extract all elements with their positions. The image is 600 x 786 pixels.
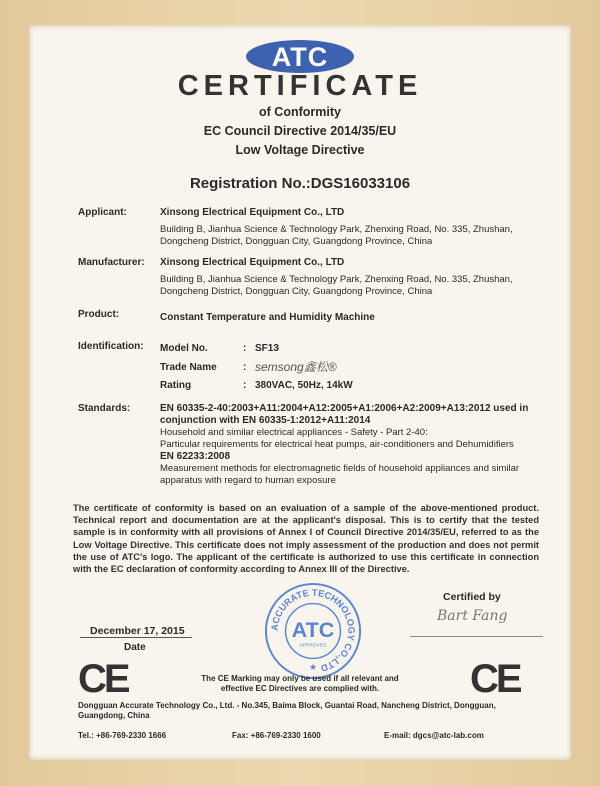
- standard-line: conjunction with EN 60335-1:2012+A11:2014: [160, 415, 371, 426]
- atc-approved-stamp: [264, 582, 362, 680]
- standards-label: Standards:: [78, 403, 131, 414]
- applicant-address-2: Dongcheng District, Dongguan City, Guangdong Province, China: [160, 236, 433, 247]
- standard-line: EN 60335-2-40:2003+A11:2004+A12:2005+A1:2006+A2:2009+A13:2012 used in: [160, 403, 529, 414]
- ce-mark-right: CE: [470, 657, 520, 701]
- applicant-address-1: Building B, Jianhua Science & Technology Park, Zhenxing Road, No. 335, Zhushan,: [160, 224, 513, 235]
- model-label: Model No.: [160, 343, 208, 354]
- ce-note-2: effective EC Directives are complied with.: [220, 684, 380, 693]
- ce-note-1: The CE Marking may only be used if all relevant and: [201, 674, 399, 683]
- trade-name-label: Trade Name: [160, 362, 217, 373]
- svg-text:ATC: ATC: [291, 616, 335, 642]
- applicant-name: Xinsong Electrical Equipment Co., LTD: [160, 207, 345, 218]
- signature: Bart Fang: [437, 608, 508, 624]
- lab-fax: Fax: +86-769-2330 1600: [232, 731, 321, 740]
- certificate-title: CERTIFICATE: [177, 70, 423, 102]
- manufacturer-label: Manufacturer:: [78, 257, 145, 268]
- lab-telephone: Tel.: +86-769-2330 1666: [78, 731, 167, 740]
- colon: :: [243, 362, 247, 373]
- standard-line: Particular requirements for electrical heat pumps, air-conditioners and Dehumidifiers: [160, 439, 514, 450]
- subtitle-lvd: Low Voltage Directive: [235, 143, 365, 157]
- registration-number: Registration No.:DGS16033106: [189, 175, 411, 192]
- svg-text:ACCURATE TECHNOLOGY CO.,LTD: ACCURATE TECHNOLOGY CO.,LTD: [269, 587, 357, 674]
- issue-date: December 17, 2015: [90, 625, 185, 637]
- atc-logo: ATC: [246, 40, 354, 73]
- colon: :: [243, 343, 247, 354]
- identification-label: Identification:: [78, 341, 144, 352]
- lab-address-2: Guangdong, China: [78, 711, 150, 720]
- rating-label: Rating: [160, 380, 192, 391]
- standard-line: Measurement methods for electromagnetic fields of household appliances and similar: [160, 463, 520, 474]
- rating-value: 380VAC, 50Hz, 14kW: [255, 380, 353, 391]
- certified-by-label: Certified by: [443, 591, 501, 603]
- trade-name-logo: semsong鑫松®: [255, 360, 337, 374]
- manufacturer-address-2: Dongcheng District, Dongguan City, Guangdong Province, China: [160, 286, 433, 297]
- applicant-label: Applicant:: [78, 207, 127, 218]
- lab-address-1: Dongguan Accurate Technology Co., Ltd. - No.345, Baima Block, Guantai Road, Nancheng District, Dongguan,: [78, 701, 496, 710]
- svg-text:★: ★: [309, 662, 317, 673]
- model-value: SF13: [255, 343, 279, 354]
- standard-line: apparatus with regard to human exposure: [160, 475, 336, 486]
- standard-line: Household and similar electrical appliances - Safety - Part 2-40:: [160, 427, 428, 438]
- manufacturer-address-1: Building B, Jianhua Science & Technology Park, Zhenxing Road, No. 335, Zhushan,: [160, 274, 513, 285]
- ce-mark-left: CE: [78, 657, 128, 701]
- conformity-statement: The certificate of conformity is based on an evaluation of a sample of the above-mentioned product. Technical report and documentation are at the applicant's disposal. This is to certify that the tested sample is in conformity with all provisions of Annex I of Council Directive 2014/35/EU, referred to as the Low Voltage Directive. This certificate does not imply assessment of the production and does not permit the use of ATC's logo. The applicant of the certificate is authorized to use this certificate in connection with the EC declaration of conformity according to Annex III of the Directive.: [73, 503, 539, 575]
- date-label: Date: [124, 642, 146, 653]
- subtitle-directive: EC Council Directive 2014/35/EU: [203, 124, 397, 138]
- product-value: Constant Temperature and Humidity Machine: [160, 312, 375, 323]
- manufacturer-name: Xinsong Electrical Equipment Co., LTD: [160, 257, 345, 268]
- colon: :: [243, 380, 247, 391]
- subtitle-conformity: of Conformity: [259, 105, 341, 119]
- product-label: Product:: [78, 309, 120, 320]
- svg-text:APPROVED: APPROVED: [299, 643, 327, 649]
- lab-email: E-mail: dgcs@atc-lab.com: [384, 731, 484, 740]
- standard-line: EN 62233:2008: [160, 451, 231, 462]
